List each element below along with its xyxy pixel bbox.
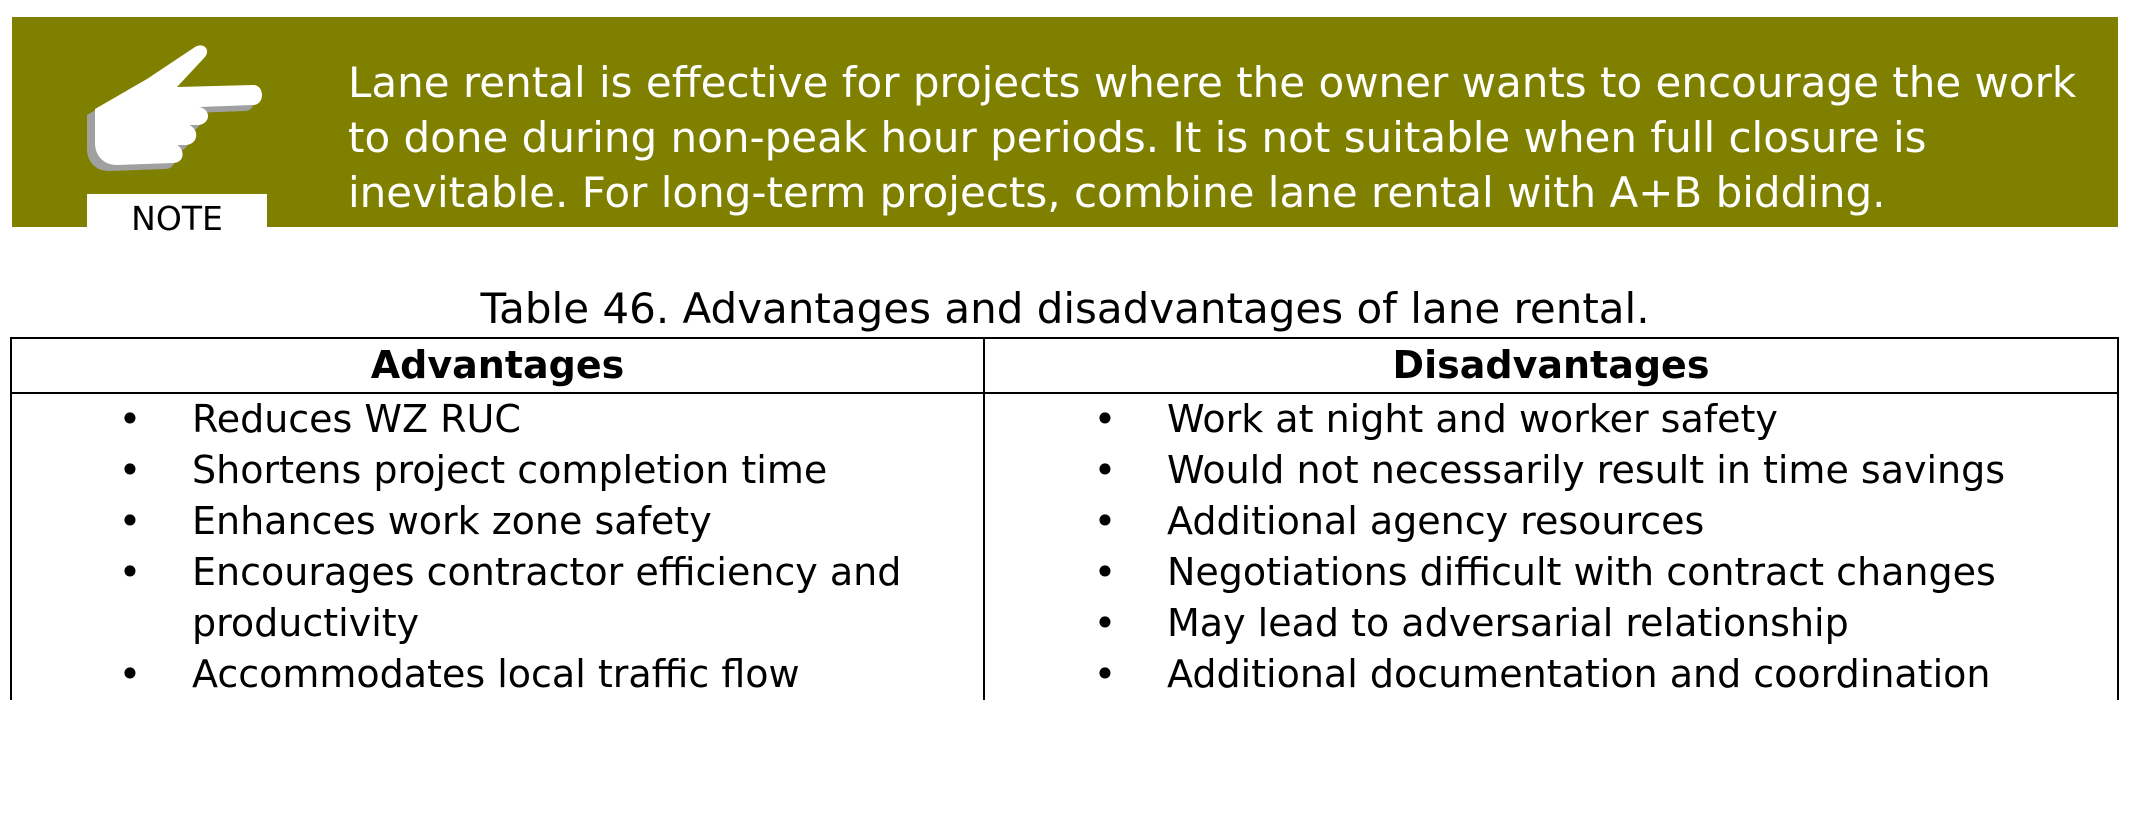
bullet-icon: • [1093, 652, 1117, 696]
list-item [10, 649, 983, 700]
list-item [10, 496, 983, 547]
note-label-box [87, 194, 267, 244]
advantages-table [10, 337, 2119, 837]
disadvantages-list [985, 394, 2117, 700]
list-item [10, 547, 983, 649]
header-advantages: Advantages [370, 343, 625, 387]
list-item [985, 445, 2117, 496]
list-item [985, 598, 2117, 649]
list-item [985, 496, 2117, 547]
note-label: NOTE [131, 199, 223, 238]
bullet-icon: • [118, 397, 142, 441]
list-item [985, 394, 2117, 445]
list-item-text: Would not necessarily result in time savings [1167, 448, 2006, 492]
header-disadvantages: Disadvantages [1392, 343, 1710, 387]
list-item-text: Reduces WZ RUC [192, 397, 521, 441]
table-caption: Table 46. Advantages and disadvantages of lane rental. [480, 284, 1650, 333]
bullet-icon: • [118, 499, 142, 543]
list-item-text: Additional documentation and coordination [1167, 652, 1991, 696]
bullet-icon: • [1093, 397, 1117, 441]
list-item [985, 649, 2117, 700]
list-item-text: Shortens project completion time [192, 448, 828, 492]
bullet-icon: • [1093, 550, 1117, 594]
table-border-right [2117, 337, 2119, 700]
bullet-icon: • [118, 448, 142, 492]
list-item-text: Work at night and worker safety [1167, 397, 1778, 441]
bullet-icon: • [118, 550, 142, 594]
bullet-icon: • [1093, 448, 1117, 492]
list-item-text: May lead to adversarial relationship [1167, 601, 1849, 645]
list-item [10, 445, 983, 496]
list-item-text: Accommodates local traffic flow [192, 652, 800, 696]
list-item-text: Enhances work zone safety [192, 499, 712, 543]
bullet-icon: • [118, 652, 142, 696]
list-item [985, 547, 2117, 598]
bullet-icon: • [1093, 601, 1117, 645]
list-item [10, 394, 983, 445]
list-item-text: Negotiations difficult with contract changes [1167, 550, 1996, 594]
note-box [12, 17, 2118, 238]
list-item-text: Encourages contractor efficiency and productivity [192, 550, 902, 645]
bullet-icon: • [1093, 499, 1117, 543]
note-text: Lane rental is effective for projects where the owner wants to encourage the work to done during non-peak hour periods. It is not suitable when full closure is inevitable. For long-term projects, combine lane rental with A+B bidding. [348, 58, 2077, 217]
advantages-list [10, 394, 983, 700]
list-item-text: Additional agency resources [1167, 499, 1705, 543]
